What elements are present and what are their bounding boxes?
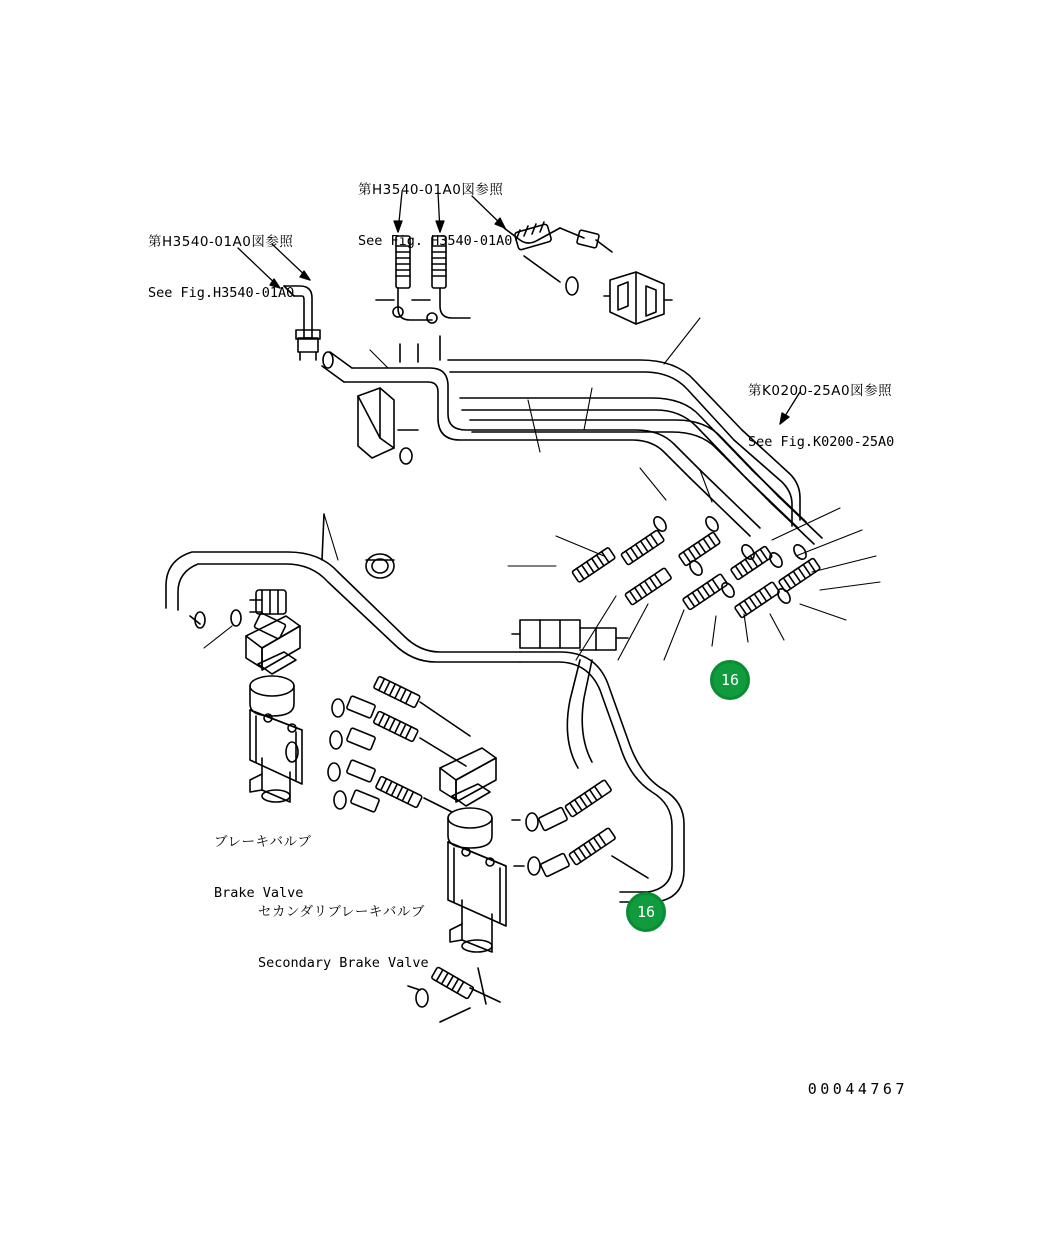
part-callout-16-lower[interactable] bbox=[626, 892, 666, 932]
annotation-en-text: See Fig.K0200-25A0 bbox=[748, 434, 895, 450]
annotation-jp-text: 第K0200-25A0図参照 bbox=[748, 383, 893, 399]
annotation-en-text: See Fig. H3540-01A0 bbox=[358, 233, 513, 249]
annotation-en-text: Brake Valve bbox=[214, 885, 304, 901]
annotation-jp-text: ブレーキバルブ bbox=[214, 834, 312, 850]
annotation-jp-text: 第H3540-01A0図参照 bbox=[358, 182, 504, 198]
drawing-number: 00044767 bbox=[807, 1080, 908, 1098]
support-bracket bbox=[358, 388, 418, 464]
secondary-brake-valve-assembly bbox=[440, 748, 506, 952]
secondary-valve-fittings bbox=[512, 780, 648, 878]
annotation-jp-text: 第H3540-01A0図参照 bbox=[148, 234, 294, 250]
brake-valve-fittings bbox=[328, 676, 470, 812]
part-callout-label: 16 bbox=[636, 903, 656, 921]
annotation-jp-text: セカンダリブレーキバルブ bbox=[258, 904, 425, 920]
center-clamp-rail bbox=[512, 620, 628, 650]
annotation-ref-h3540-left bbox=[148, 200, 294, 336]
mid-left-large-pipe bbox=[166, 514, 520, 662]
upper-manifold-block bbox=[604, 272, 672, 324]
part-callout-label: 16 bbox=[720, 671, 740, 689]
annotation-ref-k0200-right bbox=[748, 349, 894, 485]
annotation-secondary-brake-valve bbox=[258, 870, 429, 1006]
lower-pipe-routing bbox=[520, 652, 684, 902]
annotation-en-text: See Fig.H3540-01A0 bbox=[148, 285, 295, 301]
part-callout-16-upper[interactable] bbox=[710, 660, 750, 700]
annotation-ref-h3540-top bbox=[358, 148, 512, 284]
annotation-en-text: Secondary Brake Valve bbox=[258, 955, 429, 971]
brake-valve-assembly bbox=[246, 616, 302, 802]
fitting-array bbox=[508, 468, 880, 660]
